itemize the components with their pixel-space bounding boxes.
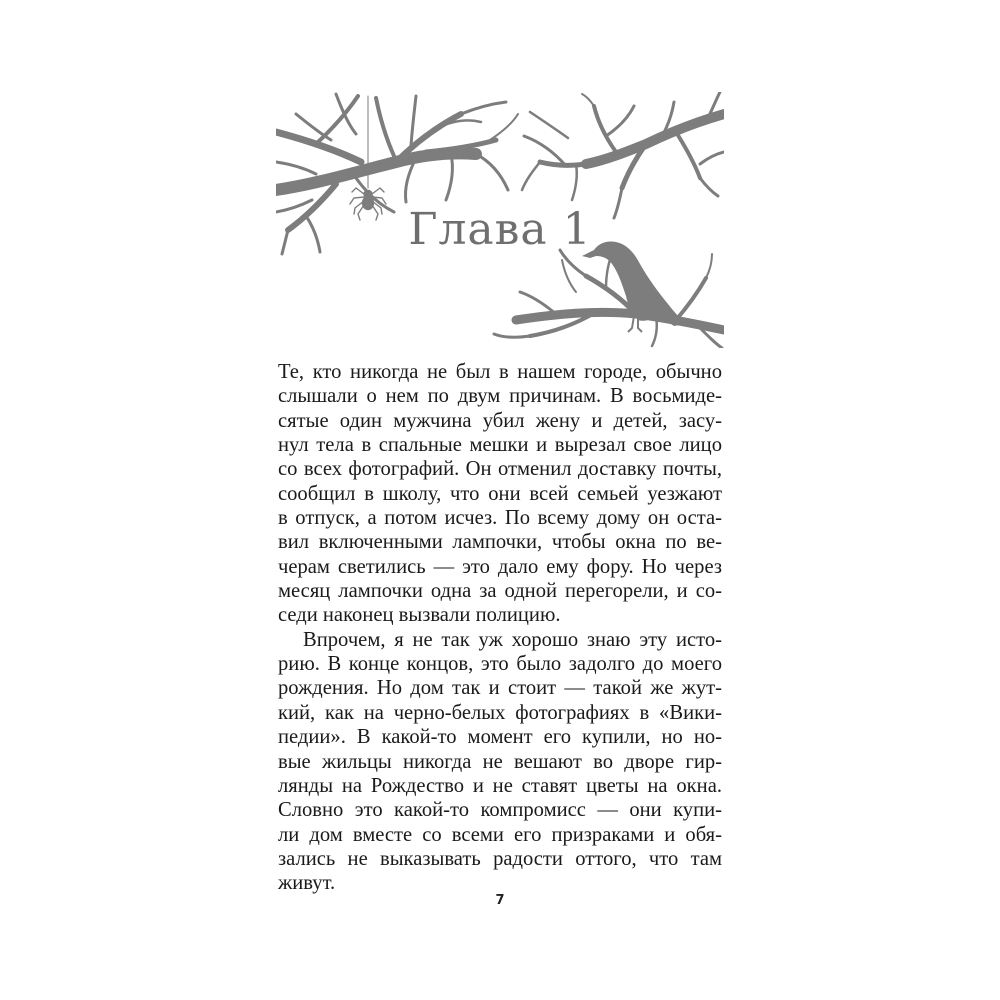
- text-line: со всех фотографий. Он отменил доставку почты,: [278, 458, 722, 481]
- text-line: вил включенными лампочки, чтобы окна по ве-: [278, 531, 722, 554]
- text-line: живут.: [278, 872, 336, 895]
- text-line: рию. В конце концов, это было задолго до моего: [278, 653, 722, 676]
- branches-bottom-right: [494, 250, 724, 348]
- text-line: месяц лампочки одна за одной перегорели, и со-: [278, 580, 722, 603]
- text-line: сообщил в школу, что они всей семьей уезжают: [278, 482, 722, 505]
- text-line: педии». В какой-то момент его купили, но но-: [278, 726, 722, 749]
- text-line: лянды на Рождество и не ставят цветы на окна.: [278, 774, 722, 797]
- text-line: ли дом вместе со всеми его призраками и обя-: [278, 823, 722, 846]
- text-line: седи наконец вызвали полицию.: [278, 604, 561, 627]
- text-line: зались не выказывать радости оттого, что там: [278, 847, 722, 870]
- chapter-body-text: [278, 360, 722, 896]
- text-line: Словно это какой-то компромисс — они купи-: [278, 799, 722, 822]
- text-line: черам светились — это дало ему фору. Но через: [278, 555, 722, 578]
- text-line: в отпуск, а потом исчез. По всему дому он оста-: [278, 507, 722, 530]
- text-line: нул тела в спальные мешки и вырезал свое лицо: [278, 434, 722, 457]
- text-line: Те, кто никогда не был в нашем городе, обычно: [278, 361, 722, 383]
- chapter-title: Глава 1: [408, 204, 592, 255]
- paragraph: [278, 628, 722, 896]
- text-line: Впрочем, я не так уж хорошо знаю эту исто-: [303, 628, 722, 651]
- text-line: кий, как на черно-белых фотографиях в «Вики-: [278, 701, 722, 724]
- text-line: сятые один мужчина убил жену и детей, засу-: [278, 409, 722, 432]
- text-line: слышали о нем по двум причинам. В восьмиде-: [278, 385, 722, 408]
- page-number: 7: [495, 893, 505, 908]
- text-line: вые жильцы никогда не вешают во дворе гир-: [278, 750, 722, 773]
- paragraph: [278, 360, 722, 628]
- text-line: рождения. Но дом так и стоит — такой же жут-: [278, 677, 722, 700]
